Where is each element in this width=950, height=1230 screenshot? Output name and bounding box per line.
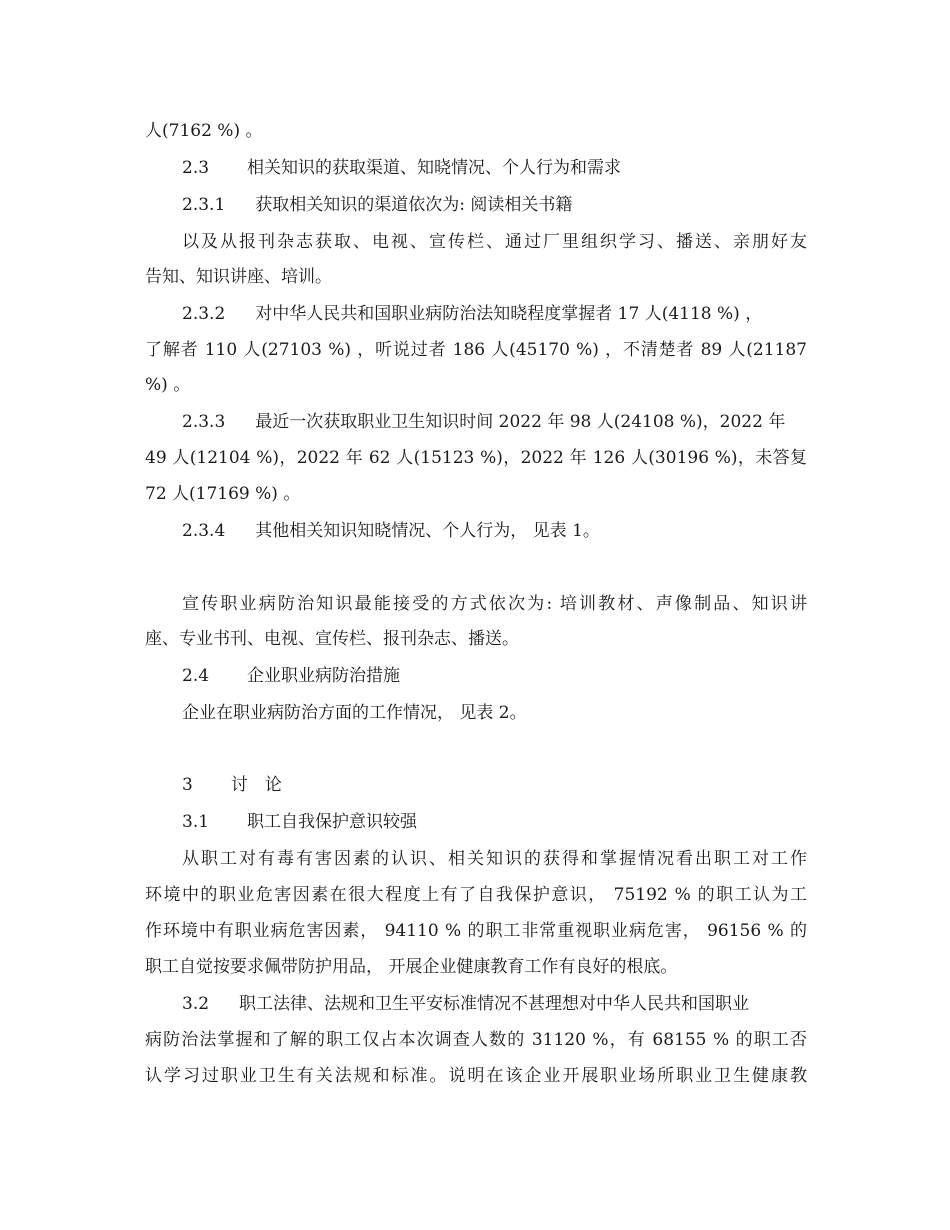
section-title: 讨 论 — [230, 775, 282, 795]
section-title: 相关知识的获取渠道、知晓情况、个人行为和需求 — [247, 158, 622, 178]
text-line — [145, 483, 300, 505]
line-text: 认学习过职业卫生有关法规和标准。说明在该企业开展职业场所职业卫生健康教 — [145, 1066, 807, 1086]
line-text: 以及从报刊杂志获取、电视、宣传栏、通过厂里组织学习、播送、亲朋好友 — [182, 232, 807, 252]
text-line — [145, 374, 190, 396]
section-text: 其他相关知识知晓情况、个人行为， 见表 1。 — [255, 521, 600, 541]
text-line — [145, 920, 807, 942]
text-line — [182, 848, 807, 870]
text-line — [145, 956, 677, 978]
section-heading-2-3 — [182, 157, 621, 179]
text-line — [145, 120, 263, 142]
text-line — [145, 447, 807, 469]
line-text: 宣传职业病防治知识最能接受的方式依次为: 培训教材、声像制品、知识讲 — [182, 594, 807, 614]
line-text: 72 人(17169 %) 。 — [145, 484, 301, 504]
section-text: 最近一次获取职业卫生知识时间 2022 年 98 人(24108 %)，2022 年 — [255, 412, 786, 432]
section-number: 2.4 — [182, 666, 210, 686]
subsection-2-3-3 — [182, 411, 785, 433]
text-line — [145, 266, 332, 288]
text-line — [182, 593, 807, 615]
subsection-2-3-4 — [182, 520, 600, 542]
section-number: 2.3 — [182, 158, 210, 178]
line-text: 人(7162 %) 。 — [145, 121, 263, 141]
line-text: 49 人(12104 %)，2022 年 62 人(15123 %)，2022 年 126 人(30196 %)，未答复 — [145, 448, 807, 468]
line-text: 病防治法掌握和了解的职工仅占本次调查人数的 31120 %，有 68155 % 的职工否 — [145, 1030, 807, 1050]
text-line — [145, 1065, 807, 1087]
line-text: 环境中的职业危害因素在很大程度上有了自我保护意识， 75192 % 的职工认为工 — [145, 885, 807, 905]
line-text: 作环境中有职业病危害因素， 94110 % 的职工非常重视职业病危害， 96156 % 的 — [145, 921, 807, 941]
section-number: 2.3.2 — [182, 304, 226, 324]
line-text: 座、专业书刊、电视、宣传栏、报刊杂志、播送。 — [145, 629, 519, 649]
section-heading-3-2 — [182, 993, 807, 1015]
section-title: 职工法律、法规和卫生平安标准情况不甚理想对中华人民共和国职业 — [239, 994, 750, 1014]
text-line — [182, 231, 807, 253]
section-heading-2-4 — [182, 665, 400, 687]
section-heading-3-1 — [182, 811, 417, 833]
section-number: 3.1 — [182, 812, 210, 832]
text-line — [145, 1029, 807, 1051]
section-text: 对中华人民共和国职业病防治法知晓程度掌握者 17 人(4118 %) ， — [255, 304, 763, 324]
line-text: 职工自觉按要求佩带防护用品， 开展企业健康教育工作有良好的根底。 — [145, 957, 678, 977]
section-heading-3 — [182, 774, 282, 796]
section-number: 3 — [182, 775, 193, 795]
section-number: 3.2 — [182, 994, 210, 1014]
section-number: 2.3.1 — [182, 195, 226, 215]
section-text: 获取相关知识的渠道依次为: 阅读相关书籍 — [255, 195, 573, 215]
section-number: 2.3.4 — [182, 521, 226, 541]
line-text: 从职工对有毒有害因素的认识、相关知识的获得和掌握情况看出职工对工作 — [182, 849, 807, 869]
subsection-2-3-1 — [182, 194, 572, 216]
text-line — [182, 702, 527, 724]
line-text: 了解者 110 人(27103 %) ，听说过者 186 人(45170 %) ，不清楚者 89 人(21187 — [145, 340, 807, 360]
line-text: 告知、知识讲座、培训。 — [145, 267, 332, 287]
section-title: 企业职业病防治措施 — [247, 666, 401, 686]
text-line — [145, 339, 807, 361]
text-line — [145, 884, 807, 906]
section-title: 职工自我保护意识较强 — [247, 812, 418, 832]
line-text: %) 。 — [145, 375, 191, 395]
text-line — [145, 628, 519, 650]
line-text: 企业在职业病防治方面的工作情况， 见表 2。 — [182, 703, 527, 723]
subsection-2-3-2 — [182, 303, 762, 325]
section-number: 2.3.3 — [182, 412, 226, 432]
